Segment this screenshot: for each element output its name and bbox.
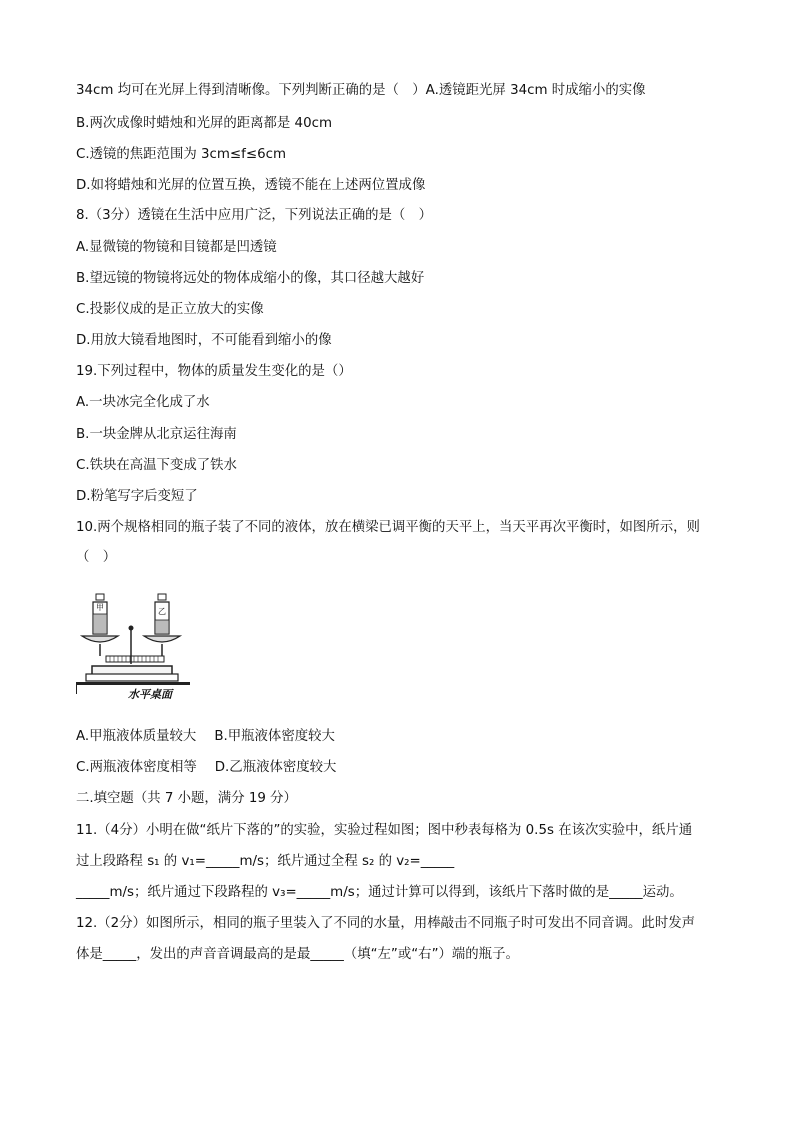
option-9d: D.粉笔写字后变短了 bbox=[76, 489, 198, 504]
question-11-line-2: 过上段路程 s₁ 的 v₁=_____m/s；纸片通过全程 s₂ 的 v₂=_____ bbox=[76, 854, 455, 869]
question-7-continuation: 34cm 均可在光屏上得到清晰像。下列判断正确的是（ ）A.透镜距光屏 34cm 时成缩小的实像 bbox=[76, 83, 646, 98]
balance-figure bbox=[76, 590, 194, 702]
question-11-line-3: _____m/s；纸片通过下段路程的 v₃=_____m/s；通过计算可以得到，该纸片下落时做的是_____运动。 bbox=[76, 885, 683, 900]
bottle-label-jia: 甲 bbox=[96, 603, 104, 612]
section-2-heading: 二.填空题（共 7 小题，满分 19 分） bbox=[76, 791, 297, 806]
option-10b: B.甲瓶液体密度较大 bbox=[214, 729, 335, 744]
question-9: 19.下列过程中，物体的质量发生变化的是（） bbox=[76, 364, 352, 379]
option-8d: D.用放大镜看地图时，不可能看到缩小的像 bbox=[76, 333, 332, 348]
option-8c: C.投影仪成的是正立放大的实像 bbox=[76, 302, 264, 317]
option-10c: C.两瓶液体密度相等 bbox=[76, 760, 197, 775]
question-12-line-1: 12.（2分）如图所示，相同的瓶子里装入了不同的水量，用棒敲击不同瓶子时可发出不同音调。此时发声 bbox=[76, 916, 695, 931]
option-9c: C.铁块在高温下变成了铁水 bbox=[76, 458, 237, 473]
bottle-label-yi: 乙 bbox=[158, 607, 166, 616]
option-7b: B.两次成像时蜡烛和光屏的距离都是 40cm bbox=[76, 116, 333, 131]
option-10a: A.甲瓶液体质量较大 bbox=[76, 729, 197, 744]
question-10-bracket: （ ） bbox=[76, 550, 117, 565]
option-8b: B.望远镜的物镜将远处的物体成缩小的像，其口径越大越好 bbox=[76, 271, 425, 286]
question-10: 10.两个规格相同的瓶子装了不同的液体，放在横梁已调平衡的天平上，当天平再次平衡时，如图所示，则 bbox=[76, 520, 700, 535]
question-11-line-1: 11.（4分）小明在做“纸片下落的”的实验，实验过程如图；图中秒表每格为 0.5s 在该次实验中，纸片通 bbox=[76, 823, 693, 838]
option-7c: C.透镜的焦距范围为 3cm≤f≤6cm bbox=[76, 147, 286, 162]
table-label: 水平桌面 bbox=[128, 688, 172, 701]
option-9a: A.一块冰完全化成了水 bbox=[76, 395, 210, 410]
option-9b: B.一块金牌从北京运往海南 bbox=[76, 427, 237, 442]
option-7d: D.如将蜡烛和光屏的位置互换，透镜不能在上述两位置成像 bbox=[76, 178, 426, 193]
question-12-line-2: 体是_____，发出的声音音调最高的是最_____（填“左”或“右”）端的瓶子。 bbox=[76, 947, 519, 962]
question-10-options-row-2 bbox=[76, 758, 336, 778]
question-8: 8.（3分）透镜在生活中应用广泛，下列说法正确的是（ ） bbox=[76, 208, 433, 223]
option-10d: D.乙瓶液体密度较大 bbox=[214, 760, 337, 775]
option-8a: A.显微镜的物镜和目镜都是凹透镜 bbox=[76, 240, 277, 255]
question-10-options-row-1 bbox=[76, 727, 335, 747]
